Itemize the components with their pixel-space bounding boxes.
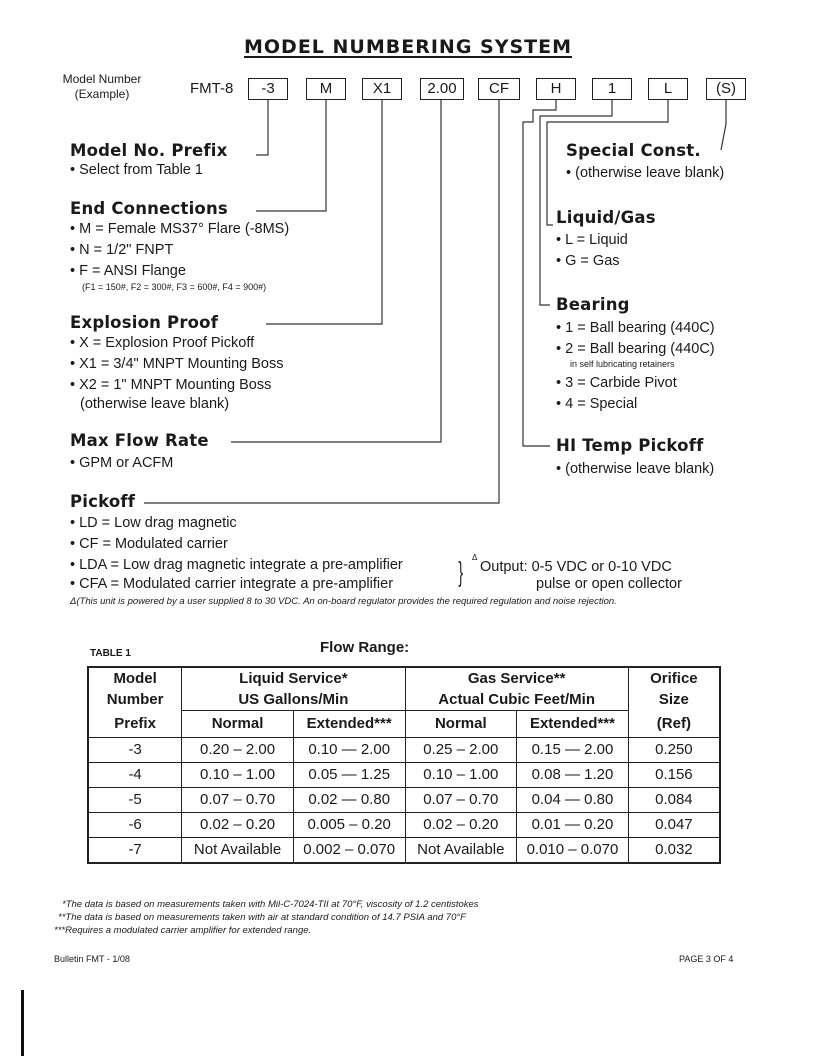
col-model-header: Model Number: [88, 667, 182, 711]
table-label: TABLE 1: [90, 648, 131, 659]
model-number-label: Model Number (Example): [62, 72, 142, 101]
table-cell: 0.07 – 0.70: [182, 787, 294, 812]
model-box-pickoff: CF: [478, 78, 520, 100]
max-flow-title: Max Flow Rate: [70, 431, 209, 450]
special-item: • (otherwise leave blank): [566, 165, 725, 181]
output-line2: pulse or open collector: [536, 576, 682, 592]
liquid-gas-item: • L = Liquid: [556, 232, 628, 248]
table-cell: 0.08 — 1.20: [517, 762, 629, 787]
model-box-max-flow: 2.00: [420, 78, 464, 100]
col-gas-header: Gas Service** Actual Cubic Feet/Min: [405, 667, 628, 711]
bearing-item: • 3 = Carbide Pivot: [556, 375, 677, 391]
table-cell: 0.10 — 2.00: [293, 737, 405, 762]
table-cell: 0.02 — 0.80: [293, 787, 405, 812]
col-gas-normal: Normal: [405, 711, 517, 738]
model-box-prefix: -3: [248, 78, 288, 100]
pickoff-item: • LDA = Low drag magnetic integrate a pre-amplifier: [70, 557, 403, 573]
col-liquid-header: Liquid Service* US Gallons/Min: [182, 667, 405, 711]
table-cell: 0.10 – 1.00: [182, 762, 294, 787]
table-row: [88, 737, 720, 762]
table-cell: 0.01 — 0.20: [517, 812, 629, 837]
output-line1: Output: 0-5 VDC or 0-10 VDC: [480, 559, 672, 575]
liquid-gas-title: Liquid/Gas: [556, 208, 656, 227]
footnote: *The data is based on measurements taken with Mil-C-7024-TII at 70°F, viscosity of 1.2 centistokes: [62, 899, 479, 910]
binding-edge-mark: [21, 990, 24, 1056]
table-cell: 0.02 – 0.20: [182, 812, 294, 837]
table-cell: -6: [88, 812, 182, 837]
explosion-proof-item: • X1 = 3/4" MNPT Mounting Boss: [70, 356, 284, 372]
flange-note: (F1 = 150#, F2 = 300#, F3 = 600#, F4 = 900#): [82, 282, 267, 292]
prefix-title: Model No. Prefix: [70, 141, 228, 160]
end-connection-item: • N = 1/2" FNPT: [70, 242, 174, 258]
col-orifice-header: Orifice Size: [628, 667, 720, 711]
flow-range-table: [87, 666, 721, 864]
table-cell: 0.07 – 0.70: [405, 787, 517, 812]
hi-temp-item: • (otherwise leave blank): [556, 461, 715, 477]
bearing-title: Bearing: [556, 295, 630, 314]
table-row: [88, 787, 720, 812]
bulletin-footer: Bulletin FMT - 1/08: [54, 954, 130, 964]
table-cell: 0.15 — 2.00: [517, 737, 629, 762]
explosion-proof-title: Explosion Proof: [70, 313, 219, 332]
liquid-gas-item: • G = Gas: [556, 253, 620, 269]
max-flow-item: • GPM or ACFM: [70, 455, 174, 471]
table-cell: 0.002 – 0.070: [293, 837, 405, 863]
col-gas-extended: Extended***: [517, 711, 629, 738]
model-box-hi-temp: H: [536, 78, 576, 100]
pickoff-item: • LD = Low drag magnetic: [70, 515, 237, 531]
col-orifice-header-ref: (Ref): [628, 711, 720, 738]
power-note: Δ(This unit is powered by a user supplied 8 to 30 VDC. An on-board regulator provides the required regulation and noise rejection.: [70, 596, 617, 607]
bearing-item: • 2 = Ball bearing (440C): [556, 341, 715, 357]
table-cell: 0.047: [628, 812, 720, 837]
table-cell: 0.032: [628, 837, 720, 863]
table-cell: -5: [88, 787, 182, 812]
table-cell: 0.20 – 2.00: [182, 737, 294, 762]
end-connections-title: End Connections: [70, 199, 228, 218]
table-caption: Flow Range:: [320, 639, 410, 656]
table-cell: -4: [88, 762, 182, 787]
col-liquid-extended: Extended***: [293, 711, 405, 738]
table-cell: -3: [88, 737, 182, 762]
pickoff-item: • CFA = Modulated carrier integrate a pre-amplifier: [70, 576, 394, 592]
model-base: FMT-8: [190, 80, 234, 97]
col-model-header-prefix: Prefix: [88, 711, 182, 738]
bearing-item: • 1 = Ball bearing (440C): [556, 320, 715, 336]
table-row: [88, 837, 720, 863]
explosion-proof-note: (otherwise leave blank): [80, 396, 230, 412]
model-box-special: (S): [706, 78, 746, 100]
end-connection-item: • F = ANSI Flange: [70, 263, 186, 279]
table-cell: 0.05 — 1.25: [293, 762, 405, 787]
explosion-proof-item: • X2 = 1" MNPT Mounting Boss: [70, 377, 272, 393]
hi-temp-title: HI Temp Pickoff: [556, 436, 704, 455]
table-cell: 0.10 – 1.00: [405, 762, 517, 787]
table-cell: 0.25 – 2.00: [405, 737, 517, 762]
table-cell: 0.02 – 0.20: [405, 812, 517, 837]
footnote: **The data is based on measurements taken with air at standard condition of 14.7 PSIA and 70°F: [58, 912, 466, 923]
table-cell: 0.250: [628, 737, 720, 762]
pickoff-title: Pickoff: [70, 492, 136, 511]
model-box-explosion-proof: X1: [362, 78, 402, 100]
table-row: [88, 762, 720, 787]
brace: }: [458, 556, 464, 587]
table-cell: 0.005 – 0.20: [293, 812, 405, 837]
explosion-proof-item: • X = Explosion Proof Pickoff: [70, 335, 255, 351]
table-cell: 0.04 — 0.80: [517, 787, 629, 812]
bearing-item: • 4 = Special: [556, 396, 638, 412]
end-connection-item: • M = Female MS37° Flare (-8MS): [70, 221, 290, 237]
special-title: Special Const.: [566, 141, 701, 160]
table-row: [88, 812, 720, 837]
table-cell: 0.010 – 0.070: [517, 837, 629, 863]
table-cell: Not Available: [405, 837, 517, 863]
bearing-note: in self lubricating retainers: [570, 359, 675, 369]
table-cell: -7: [88, 837, 182, 863]
footnote: ***Requires a modulated carrier amplifier for extended range.: [54, 925, 312, 936]
table-cell: Not Available: [182, 837, 294, 863]
table-cell: 0.084: [628, 787, 720, 812]
model-box-end-connection: M: [306, 78, 346, 100]
model-box-bearing: 1: [592, 78, 632, 100]
page-title: MODEL NUMBERING SYSTEM: [243, 36, 572, 58]
table-cell: 0.156: [628, 762, 720, 787]
prefix-item: • Select from Table 1: [70, 162, 203, 178]
page-number: PAGE 3 OF 4: [679, 954, 734, 964]
pickoff-item: • CF = Modulated carrier: [70, 536, 228, 552]
model-box-liquid-gas: L: [648, 78, 688, 100]
delta-mark: Δ: [472, 553, 478, 562]
col-liquid-normal: Normal: [182, 711, 294, 738]
